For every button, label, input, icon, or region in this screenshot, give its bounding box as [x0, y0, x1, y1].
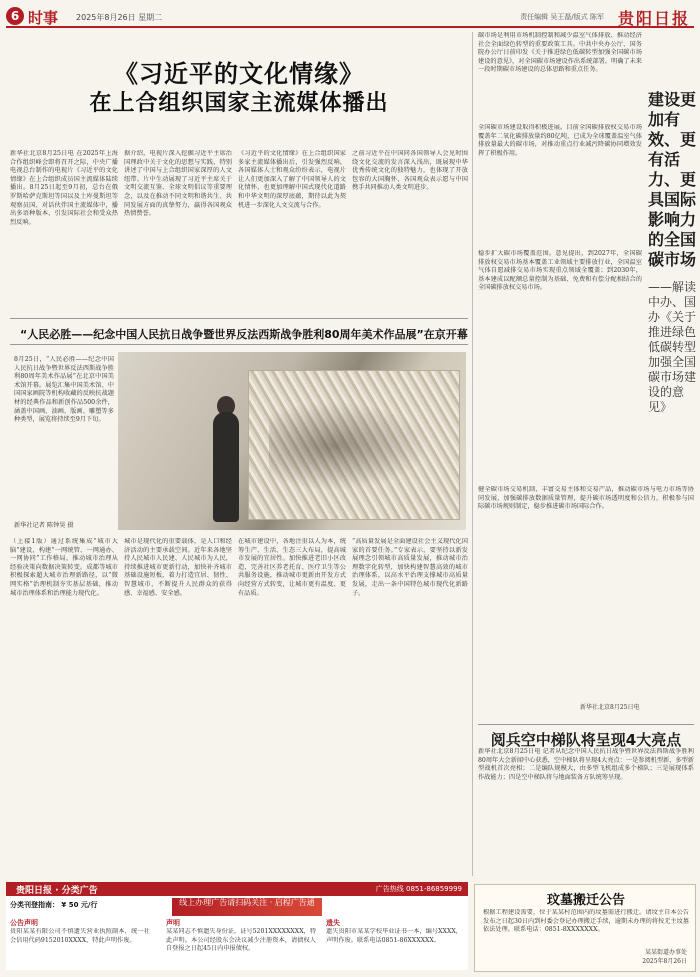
classified-brand: 贵阳日报 · 分类广告 [16, 886, 98, 896]
classified-columns [6, 918, 468, 972]
classified-rates: 分类刊登指南： ¥ 50 元/行 [10, 901, 98, 909]
lead-title-line1: 《习近平的文化情缘》 [114, 60, 364, 88]
carbon-title: 建设更加有效、更有活力、更具国际影响力的全国碳市场 [648, 90, 697, 269]
exhibition-col4: “高质量发展是全面建设社会主义现代化国家的首要任务。”专家表示，要坚持以新发展理念引领城市高质量发展，推动城市治理数字化转型，加快构建智慧高效的城市治理体系，以高水平治理支撑城市高质量发展，走出一条中国特色城市现代化新路子。 [352, 538, 468, 597]
classified-cat2: 声明 [166, 919, 180, 927]
notice-org: 某某街道办事处 2025年8月26日 [642, 949, 687, 965]
visitor-figure [213, 412, 239, 522]
carbon-dateline: 新华社北京8月25日电 [580, 704, 640, 711]
paper-logo: 贵阳日报 [617, 9, 690, 28]
carbon-headline [648, 90, 696, 415]
lead-body-col1: 新华社北京8月25日电 在2025年上海合作组织峰会即将召开之际，中央广播电视总台制作的电视片《习近平的文化情缘》在上合组织成员国主流媒体陆续播出。8月25日起至9月初，总台在俄罗斯哈萨克斯坦等国以及土库曼斯坦等观察员国、对话伙伴国主流媒体中，播出多语种版本，引发国际社会和受众热烈反响。 [10, 150, 118, 226]
issue-date: 2025年8月26日 星期二 [76, 13, 163, 22]
lead-body-col3: 《习近平的文化情缘》在上合组织国家多家主流媒体播出后，引发强烈反响。各国媒体人士和观众纷纷表示，电视片让人们更加深入了解了中国领导人的文化情怀，也更加理解中国式现代化道路和中华文明的深厚底蕴，期待以此为契机进一步深化人文交流与合作。 [238, 150, 346, 209]
classified-cat3: 遗失 [326, 919, 340, 927]
exhibition-col2: 城市是现代化的重要载体，是人口和经济活动的主要承载空间。近年来各地坚持人民城市人民建、人民城市为人民，持续推进城市更新行动，加快补齐城市基础设施短板，着力打造宜居、韧性、智慧城市，不断提升人民群众的获得感、幸福感、安全感。 [124, 538, 232, 597]
classified-header [6, 882, 468, 896]
divider [10, 318, 468, 319]
exhibition-title: “人民必胜——纪念中国人民抗日战争暨世界反法西斯战争胜利80周年美术作品展”在京开幕 [20, 328, 468, 341]
page-number: 6 [6, 7, 24, 25]
section-name: 时事 [28, 9, 59, 27]
carbon-intro: 碳市场是利用市场机制控制和减少温室气体排放、推动经济社会全面绿色转型的重要政策工具。中共中央办公厅、国务院办公厅日前印发《关于推进绿色低碳转型加强全国碳市场建设的意见》，对全国碳市场建设作出系统部署，明确了未来一段时期碳市场建设的总体思路和重点任务。 [478, 32, 642, 74]
drill-body: 新华社北京8月25日电 记者从纪念中国人民抗日战争暨世界反法西斯战争胜利80周年大会新闻中心获悉，空中梯队将呈现4大亮点：一是参阅机型新，多型新型战机首次亮相；二是编队规模大，由多型飞机组成多个梯队；三是展现体系作战能力；四是空中梯队将与地面装备方队统筹呈现。 [478, 748, 694, 781]
carbon-body2: 全国碳市场建设取得积极进展。目前全国碳排放权交易市场覆盖年二氧化碳排放量约80亿吨，已成为全球覆盖温室气体排放量最大的碳市场，对推动重点行业减污降碳协同增效发挥了积极作用。 [478, 124, 642, 157]
exhibition-photo [118, 352, 466, 530]
carbon-subtitle: ——解读中办、国办《关于推进绿色低碳转型加强全国碳市场建设的意见》 [648, 280, 697, 414]
photo-caption: 8月25日，“人民必胜——纪念中国人民抗日战争暨世界反法西斯战争胜利80周年美术作品展”在北京中国美术馆开幕。展览汇集中国美术馆、中国国家画院等机构收藏的反映抗战题材的经典作品和新创作品500余件，涵盖中国画、油画、版画、雕塑等多种类型，展览将持续至9月下旬。 [14, 356, 114, 424]
carbon-body3: 稳步扩大碳市场覆盖范围。意见提出，到2027年，全国碳排放权交易市场基本覆盖工业领域主要排放行业，全国温室气体自愿减排交易市场实现重点领域全覆盖；到2030年，基本建成以配额总量控制为基础、免费和有偿分配相结合的全国碳排放权交易市场。 [478, 250, 642, 292]
carbon-body4: 健全碳市场交易机制，丰富交易主体和交易产品，推动碳市场与电力市场等协同发展，加强碳排放数据质量管理，提升碳市场透明度和公信力，积极参与国际碳市场规则制定，稳步推进碳市场国际合作。 [478, 486, 694, 511]
lead-title-line2: 在上合组织国家主流媒体播出 [89, 91, 389, 116]
column-divider [472, 32, 473, 876]
lead-headline [10, 38, 468, 136]
classified-hotline: 广告热线 0851-86859999 [375, 885, 462, 893]
page-header [6, 6, 694, 28]
lead-body-col4: 之前习近平在中国同各国领导人会见时围绕文化交流的发言深入浅出，既展现中华优秀传统文化的独特魅力，也体现了开放包容的大国胸怀，各国观众表示愿与中国携手共同推动人类文明进步。 [352, 150, 468, 192]
classified-body2: 某某同志不慎遗失身份证，证号5201XXXXXXXX，特此声明。本公司经股东会决议减少注册资本，请债权人自登报之日起45日内申报债权。 [166, 928, 316, 953]
classified-ad-banner[interactable]: 线上办理广告请扫码关注 · 启程广告通 [172, 898, 322, 916]
lead-body-col2: 据介绍，电视片深入挖掘习近平主席治国理政中关于文化的思想与实践，特别讲述了中国与上合组织国家深厚的人文纽带。片中生动展现了习近平主席关于文明交流互鉴、全球文明倡议等重要理念，以及在推动不同文明和谐共生、共同发展方面的真挚努力，赢得各国观众热情赞誉。 [124, 150, 232, 218]
drill-title: 阅兵空中梯队将呈现4大亮点 [478, 724, 694, 750]
photo-credit: 新华社记者 陈钟昊 摄 [14, 522, 74, 529]
notice-title: 玟墓搬迁公告 [546, 893, 625, 908]
divider [10, 344, 468, 345]
notice-body: 根据工程建设需要，位于某某村范围内的坟墓需进行搬迁。请坟主自本公告发布之日起30日内到村委会登记办理搬迁手续，逾期未办理的将按无主坟墓依法处理。联系电话：0851-8XXXXXXX。 [483, 909, 689, 934]
classified-cat1: 公告声明 [10, 919, 38, 927]
editors-line: 责任编辑 吴王磊/版式 陈军 [520, 13, 604, 21]
tomb-notice [474, 884, 696, 972]
classified-body1: 贵阳某某有限公司不慎遗失营业执照副本，统一社会信用代码9152010XXXX，特此声明作废。 [10, 928, 150, 944]
classified-body3: 遗失贵阳市某某学校毕业证书一本，编号XXXX，声明作废。联系电话0851-86XXXXXX。 [326, 928, 462, 944]
exhibition-col1: （上接1版）通过系统集成“城市大脑”建设，构建“一网统管、一网通办、一网协同”工作格局，推动城市治理从经验决策向数据决策转变。成都等城市积极探索超大城市治理新路径，以“微网实格”治理机制夯实基层基础，推动城市治理体系和治理能力现代化。 [10, 538, 118, 597]
painting [248, 370, 460, 520]
exhibition-col3: 在城市建设中，各地注重以人为本，统筹生产、生活、生态三大布局，提高城市发展的宜居性。加快推进老旧小区改造，完善社区养老托育、医疗卫生等公共服务设施，推动城市更新由开发方式向经营方式转变，让城市更有温度、更有品质。 [238, 538, 346, 597]
